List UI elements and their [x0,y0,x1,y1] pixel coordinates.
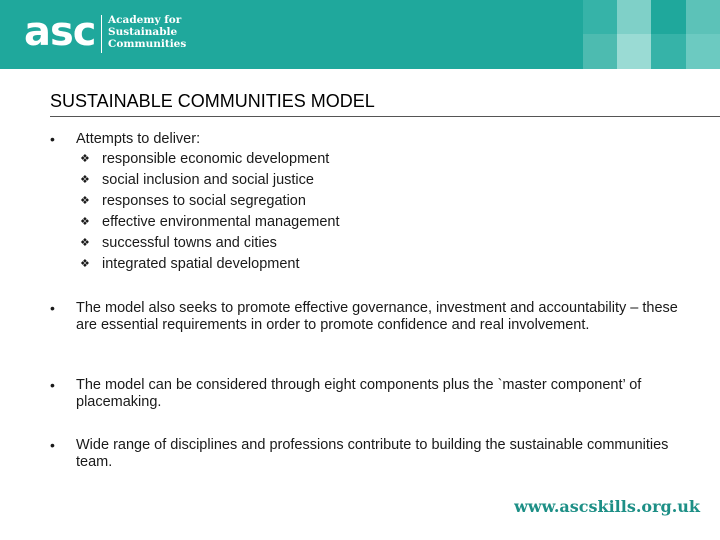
sub-list [76,149,688,275]
bullet-text: The model also seeks to promote effective governance, investment and accountability – these are essential requirements in order to promote confidence and real involvement. [76,300,678,333]
sub-item-text: effective environmental management [102,214,340,230]
logo-mark: asc [24,9,96,55]
logo-line: Communities [108,38,187,50]
sub-item [80,149,688,170]
decor-square [651,34,686,69]
sub-item [80,254,688,275]
bullet-text: Wide range of disciplines and professions contribute to building the sustainable communities team. [76,437,669,470]
diamond-bullet-icon: ❖ [80,258,90,270]
logo-divider [101,15,102,53]
sub-item-text: integrated spatial development [102,256,300,272]
decor-square [686,0,720,34]
bullet-text: Attempts to deliver: [76,131,201,147]
bullet-icon: • [50,300,55,316]
sub-item [80,170,688,191]
decor-square [617,34,651,69]
logo-line: Academy for [108,14,182,26]
sub-item-text: responses to social segregation [102,193,306,209]
decor-square [686,34,720,69]
sub-item-text: successful towns and cities [102,235,277,251]
title-divider [50,116,720,117]
website-url: www.ascskills.org.uk [514,497,700,516]
sub-item [80,233,688,254]
diamond-bullet-icon: ❖ [80,216,90,228]
bullet-text: The model can be considered through eight components plus the `master component’ of placemaking. [76,377,642,410]
logo-text [108,14,186,50]
bullet-icon: • [50,437,55,453]
bullet-item [76,131,688,275]
sub-item [80,191,688,212]
slide-title: SUSTAINABLE COMMUNITIES MODEL [50,91,375,111]
bullet-icon: • [50,377,55,393]
decor-square [617,0,651,34]
header-banner [0,0,720,69]
sub-item [80,212,688,233]
decor-square [583,0,617,34]
diamond-bullet-icon: ❖ [80,237,90,249]
diamond-bullet-icon: ❖ [80,153,90,165]
sub-item-text: responsible economic development [102,151,330,167]
logo-line: Sustainable [108,26,178,38]
decor-square [583,34,617,69]
diamond-bullet-icon: ❖ [80,195,90,207]
sub-item-text: social inclusion and social justice [102,172,314,188]
bullet-icon: • [50,131,55,147]
diamond-bullet-icon: ❖ [80,174,90,186]
